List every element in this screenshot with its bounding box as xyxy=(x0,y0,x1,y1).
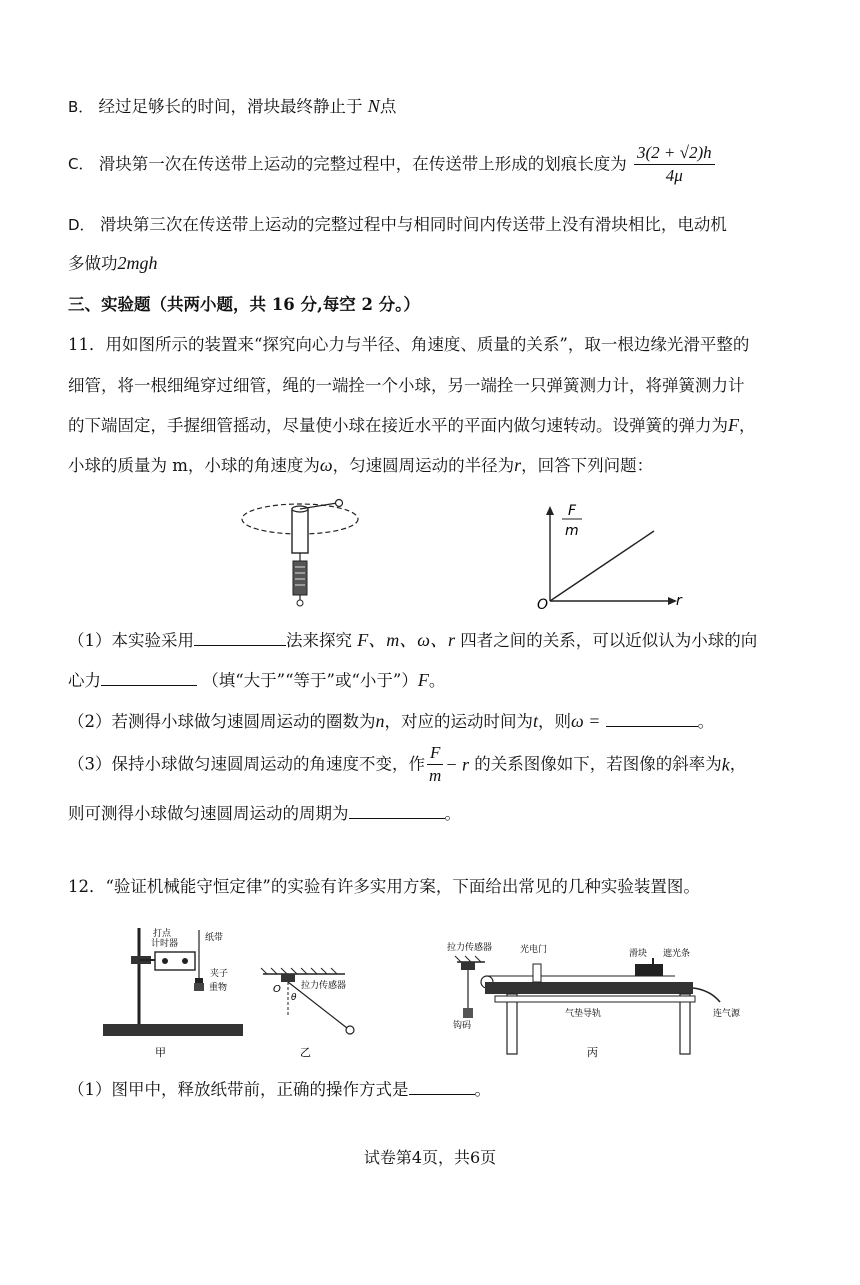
figure-jia xyxy=(103,927,243,1059)
jia-label-5: 重物 xyxy=(209,983,228,993)
section-heading: 三、实验题（共两小题，共 16 分,每空 2 分。） xyxy=(68,295,420,314)
yi-label-theta: θ xyxy=(291,993,297,1003)
graph-origin: O xyxy=(537,597,549,613)
q11-sub2-text-a: （2）若测得小球做匀速圆周运动的圈数为 xyxy=(68,712,376,731)
graph-ylabel-den: m xyxy=(565,523,579,539)
q11-sub1-text-c: 四者之间的关系，可以近似认为小球的向 xyxy=(460,631,758,650)
q11-line3 xyxy=(68,414,756,437)
option-d-text2: 多做功 xyxy=(68,254,118,273)
option-d-line1 xyxy=(68,214,727,236)
q11-sub1-text-d: 心力 xyxy=(68,671,101,690)
option-d-expr: 2mgh xyxy=(117,253,158,273)
yi-label-o: O xyxy=(273,984,281,995)
figure-yi xyxy=(261,968,354,1059)
q11-sub1-vars: F、m、ω、r xyxy=(357,630,455,650)
q11-sub1-line2 xyxy=(68,667,445,692)
q11-sub1-line1 xyxy=(68,627,757,652)
q11-sub2-var-n: n xyxy=(375,711,385,731)
q11-sub3-r: − r xyxy=(445,754,470,775)
q12-sub1 xyxy=(68,1076,491,1101)
graph-ylabel-num: F xyxy=(568,503,577,519)
q12-sub1-text: （1）图甲中，释放纸带前，正确的操作方式是 xyxy=(68,1080,409,1099)
q11-line4-text-b: ，匀速圆周运动的半径为 xyxy=(332,456,515,475)
q11-sub1-text-g: 。 xyxy=(428,671,446,690)
q11-var-omega: ω xyxy=(319,455,333,475)
yi-caption: 乙 xyxy=(300,1046,311,1059)
jia-label-2: 计时器 xyxy=(151,939,179,949)
option-b-var: N xyxy=(367,96,380,116)
q11-sub3-text-c: ， xyxy=(729,754,747,774)
q11-line4 xyxy=(68,454,653,477)
q11-line4-text-a: 小球的质量为 m，小球的角速度为 xyxy=(68,456,320,475)
option-b-label: B． xyxy=(68,98,94,116)
q11-line1: 11．用如图所示的装置来“探究向心力与半径、角速度、质量的关系”，取一根边缘光滑平整的 xyxy=(68,335,750,354)
q11-sub3-line2 xyxy=(68,800,461,825)
q11-sub3-text-d: 则可测得小球做匀速圆周运动的周期为 xyxy=(68,804,349,823)
option-c-text: 滑块第一次在传送带上运动的完整过程中，在传送带上形成的划痕长度为 xyxy=(98,154,627,174)
option-c xyxy=(68,142,717,187)
bing-label-air-track: 气垫导轨 xyxy=(565,1009,602,1019)
q11-graph xyxy=(530,498,690,618)
q11-sub1-var-f: F xyxy=(417,670,429,690)
q12-blank-operation[interactable] xyxy=(409,1076,475,1095)
jia-label-1: 打点 xyxy=(153,929,172,939)
q11-sub2-text-d: 。 xyxy=(697,712,715,731)
yi-label-sensor: 拉力传感器 xyxy=(301,981,347,991)
q11-sub3-text-e: 。 xyxy=(444,804,461,823)
graph-xlabel: r xyxy=(676,593,682,609)
q11-sub2 xyxy=(68,708,714,733)
q11-blank-compare[interactable] xyxy=(101,667,197,686)
q11-sub3-text-b: 的关系图像如下，若图像的斜率为 xyxy=(474,754,722,774)
q11-line3-tail: ， xyxy=(739,416,756,435)
q11-line3-text: 的下端固定，手握细管摇动，尽量使小球在接近水平的平面内做匀速转动。设弹簧的弹力为 xyxy=(68,416,728,435)
q11-var-f: F xyxy=(728,415,739,435)
bing-label-photogate: 光电门 xyxy=(520,945,548,955)
bing-label-slider: 滑块 xyxy=(629,949,648,959)
q11-sub2-text-b: ，对应的运动时间为 xyxy=(384,712,533,731)
option-b-text: 经过足够长的时间，滑块最终静止于 xyxy=(98,97,363,116)
option-c-denominator: 4μ xyxy=(665,166,683,185)
option-d-line2 xyxy=(68,252,158,275)
q11-line2: 细管，将一根细绳穿过细管，绳的一端拴一个小球，另一端拴一只弹簧测力计，将弹簧测力计 xyxy=(68,376,745,395)
q11-line4-text-c: ，回答下列问题： xyxy=(521,456,654,475)
option-d-label: D． xyxy=(68,216,95,234)
q11-sub3-text-a: （3）保持小球做匀速圆周运动的角速度不变，作 xyxy=(68,754,425,774)
bing-caption: 丙 xyxy=(587,1046,598,1059)
q11-sub2-var-t: t xyxy=(533,711,539,731)
option-b xyxy=(68,95,396,118)
q11-blank-period[interactable] xyxy=(349,800,445,819)
q11-sub2-text-c: ，则 xyxy=(538,712,572,731)
q11-blank-omega[interactable] xyxy=(606,708,698,727)
q11-apparatus-figure xyxy=(235,495,365,607)
q11-sub3-frac-num: F xyxy=(427,742,443,765)
q11-sub1-text-e: （填“大于”“等于”或“小于”） xyxy=(202,671,418,690)
bing-label-hook-weight: 钩码 xyxy=(453,1021,472,1031)
jia-label-4: 夹子 xyxy=(210,969,229,979)
q11-sub3-frac-den: m xyxy=(429,766,442,785)
option-b-tail: 点 xyxy=(379,97,397,116)
figure-bing xyxy=(447,941,741,1059)
option-d-text1: 滑块第三次在传送带上运动的完整过程中与相同时间内传送带上没有滑块相比，电动机 xyxy=(99,215,727,234)
option-c-label: C． xyxy=(68,155,94,173)
q11-sub3-line1 xyxy=(68,742,746,787)
q11-sub2-omega: ω = xyxy=(571,711,601,731)
q12-sub1-tail: 。 xyxy=(474,1080,491,1099)
q11-sub1-text-b: 法来探究 xyxy=(286,631,352,650)
q11-sub3-var-k: k xyxy=(721,754,730,775)
bing-label-air-source: 连气源 xyxy=(713,1009,741,1019)
jia-label-3: 纸带 xyxy=(205,933,224,943)
q11-sub3-fraction xyxy=(427,742,443,787)
bing-label-sensor: 拉力传感器 xyxy=(447,943,493,953)
option-c-numerator: 3(2 + √2)h xyxy=(634,142,715,165)
q11-sub1-text-a: （1）本实验采用 xyxy=(68,631,194,650)
page-footer: 试卷第4页，共6页 xyxy=(363,1148,497,1167)
jia-caption: 甲 xyxy=(155,1046,166,1059)
option-c-fraction xyxy=(634,142,715,187)
q11-blank-method[interactable] xyxy=(194,627,286,646)
q11-var-r: r xyxy=(514,455,522,475)
q12-line1: 12．“验证机械能守恒定律”的实验有许多实用方案，下面给出常见的几种实验装置图。 xyxy=(68,877,700,896)
bing-label-shading: 遮光条 xyxy=(663,949,691,959)
q12-apparatus-figures xyxy=(95,920,755,1065)
